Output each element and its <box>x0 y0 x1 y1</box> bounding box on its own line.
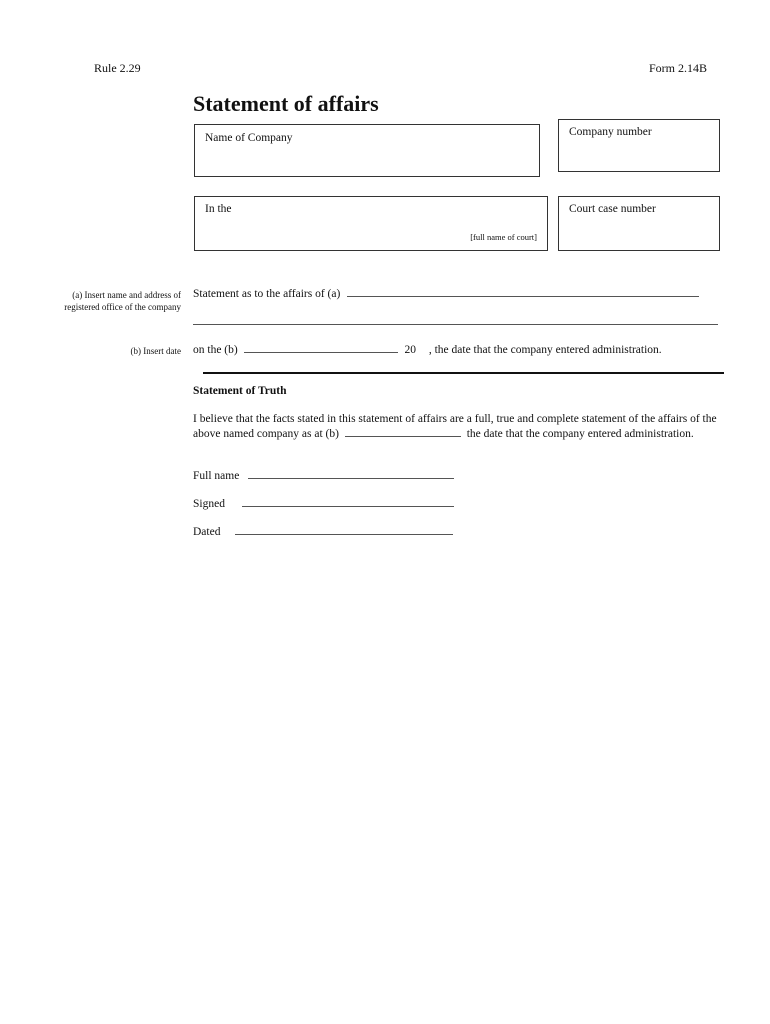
administration-date-line <box>193 342 662 356</box>
on-prefix: on the (b) <box>193 344 238 356</box>
signed-label: Signed <box>193 498 225 510</box>
affairs-prefix: Statement as to the affairs of (a) <box>193 288 341 300</box>
signed-row <box>193 496 454 510</box>
company-name-label: Name of Company <box>205 132 293 144</box>
on-suffix: , the date that the company entered administration. <box>428 344 662 356</box>
court-sublabel: [full name of court] <box>470 232 537 242</box>
signature-input[interactable] <box>242 496 454 507</box>
year-prefix: 20 <box>404 344 416 356</box>
full-name-input[interactable] <box>248 468 454 479</box>
company-number-field[interactable] <box>558 119 720 172</box>
court-case-number-label: Court case number <box>569 203 656 215</box>
administration-date-input[interactable] <box>244 342 398 353</box>
court-name-field[interactable] <box>194 196 548 251</box>
affairs-address-input[interactable] <box>193 324 718 325</box>
margin-note-a-line1: (a) Insert name and address of <box>72 290 181 300</box>
court-case-number-field[interactable] <box>558 196 720 251</box>
truth-body-prefix: I believe that the facts stated in this statement of affairs are a full, true and complete statement of the affairs of the above named company as at (b) <box>193 413 717 440</box>
form-number: Form 2.14B <box>649 61 708 75</box>
affairs-statement-line <box>193 286 699 300</box>
margin-note-b: (b) Insert date <box>130 346 181 356</box>
page-title: Statement of affairs <box>193 91 379 116</box>
rule-number: Rule 2.29 <box>94 61 141 75</box>
court-label: In the <box>205 203 232 215</box>
affairs-name-input[interactable] <box>347 286 699 297</box>
truth-body-suffix: the date that the company entered administration. <box>466 428 694 440</box>
dated-row <box>193 524 453 538</box>
dated-input[interactable] <box>235 524 453 535</box>
company-name-field[interactable] <box>194 124 540 177</box>
margin-note-a <box>64 289 181 313</box>
company-number-label: Company number <box>569 126 652 138</box>
margin-note-a-line2: registered office of the company <box>64 302 181 312</box>
statement-of-truth-body <box>193 412 733 441</box>
section-divider <box>203 372 724 374</box>
full-name-row <box>193 468 454 482</box>
truth-date-input[interactable] <box>345 426 461 437</box>
dated-label: Dated <box>193 526 221 538</box>
statement-of-truth-heading: Statement of Truth <box>193 385 287 397</box>
full-name-label: Full name <box>193 470 240 482</box>
